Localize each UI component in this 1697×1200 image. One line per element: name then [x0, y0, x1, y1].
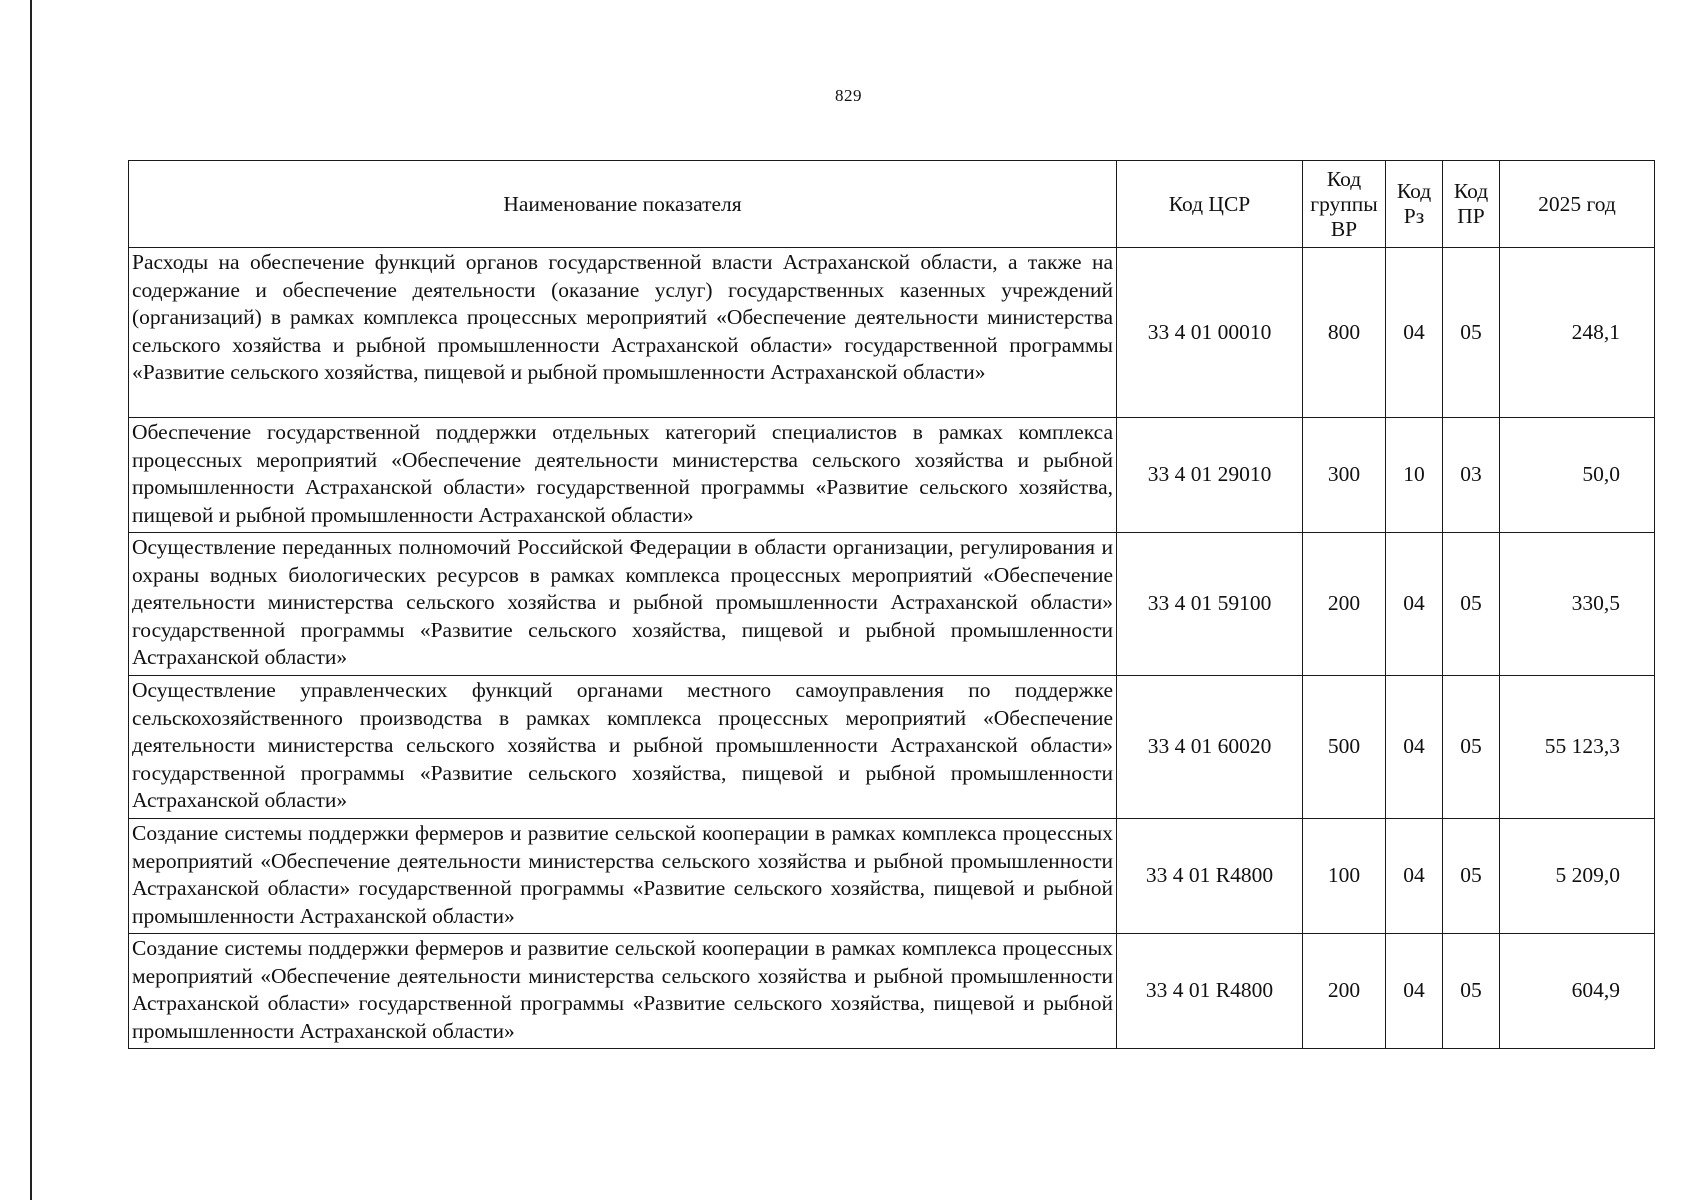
- row-pr-code: 05: [1443, 533, 1500, 676]
- header-csr-code: Код ЦСР: [1117, 161, 1303, 248]
- header-vr-code: Код группы ВР: [1303, 161, 1386, 248]
- page-number: 829: [835, 86, 862, 105]
- row-pr-code: 05: [1443, 819, 1500, 934]
- row-csr-code: 33 4 01 29010: [1117, 418, 1303, 533]
- row-rz-code: 10: [1386, 418, 1443, 533]
- row-name: Создание системы поддержки фермеров и развитие сельской кооперации в рамках комплекса процессных мероприятий «Обеспечение деятельности министерства сельского хозяйства и рыбной промышленности Астраханской области» государственной программы «Развитие сельского хозяйства, пищевой и рыбной промышленности Астраханской области»: [129, 819, 1117, 934]
- row-pr-code: 03: [1443, 418, 1500, 533]
- row-vr-code: 500: [1303, 676, 1386, 819]
- table-row: [129, 676, 1655, 819]
- row-name: Расходы на обеспечение функций органов государственной власти Астраханской области, а также на содержание и обеспечение деятельности (оказание услуг) государственных казенных учреждений (организаций) в рамках комплекса процессных мероприятий «Обеспечение деятельности министерства сельского хозяйства и рыбной промышленности Астраханской области» государственной программы «Развитие сельского хозяйства, пищевой и рыбной промышленности Астраханской области»: [129, 248, 1117, 418]
- row-csr-code: 33 4 01 R4800: [1117, 819, 1303, 934]
- row-amount: 55 123,3: [1500, 676, 1655, 819]
- header-pr-code: Код ПР: [1443, 161, 1500, 248]
- row-amount: 330,5: [1500, 533, 1655, 676]
- row-vr-code: 800: [1303, 248, 1386, 418]
- row-amount: 248,1: [1500, 248, 1655, 418]
- row-name: Осуществление переданных полномочий Российской Федерации в области организации, регулирования и охраны водных биологических ресурсов в рамках комплекса процессных мероприятий «Обеспечение деятельности министерства сельского хозяйства и рыбной промышленности Астраханской области» государственной программы «Развитие сельского хозяйства, пищевой и рыбной промышленности Астраханской области»: [129, 533, 1117, 676]
- row-vr-code: 100: [1303, 819, 1386, 934]
- table-row: [129, 533, 1655, 676]
- row-csr-code: 33 4 01 60020: [1117, 676, 1303, 819]
- row-rz-code: 04: [1386, 676, 1443, 819]
- row-vr-code: 200: [1303, 533, 1386, 676]
- row-name: Обеспечение государственной поддержки отдельных категорий специалистов в рамках комплекса процессных мероприятий «Обеспечение деятельности министерства сельского хозяйства и рыбной промышленности Астраханской области» государственной программы «Развитие сельского хозяйства, пищевой и рыбной промышленности Астраханской области»: [129, 418, 1117, 533]
- header-rz-code: Код Рз: [1386, 161, 1443, 248]
- header-name: Наименование показателя: [129, 161, 1117, 248]
- table-row: [129, 418, 1655, 533]
- table-header-row: [129, 161, 1655, 248]
- budget-table: [128, 160, 1655, 1049]
- row-amount: 604,9: [1500, 934, 1655, 1049]
- row-pr-code: 05: [1443, 248, 1500, 418]
- binding-margin-line: [30, 0, 32, 1200]
- row-csr-code: 33 4 01 59100: [1117, 533, 1303, 676]
- row-rz-code: 04: [1386, 819, 1443, 934]
- row-amount: 50,0: [1500, 418, 1655, 533]
- row-name: Создание системы поддержки фермеров и развитие сельской кооперации в рамках комплекса процессных мероприятий «Обеспечение деятельности министерства сельского хозяйства и рыбной промышленности Астраханской области» государственной программы «Развитие сельского хозяйства, пищевой и рыбной промышленности Астраханской области»: [129, 934, 1117, 1049]
- row-rz-code: 04: [1386, 533, 1443, 676]
- row-pr-code: 05: [1443, 676, 1500, 819]
- header-year-2025: 2025 год: [1500, 161, 1655, 248]
- row-vr-code: 200: [1303, 934, 1386, 1049]
- table-row: [129, 248, 1655, 418]
- table-row: [129, 819, 1655, 934]
- row-rz-code: 04: [1386, 248, 1443, 418]
- row-csr-code: 33 4 01 R4800: [1117, 934, 1303, 1049]
- row-pr-code: 05: [1443, 934, 1500, 1049]
- row-csr-code: 33 4 01 00010: [1117, 248, 1303, 418]
- row-name: Осуществление управленческих функций органами местного самоуправления по поддержке сельскохозяйственного производства в рамках комплекса процессных мероприятий «Обеспечение деятельности министерства сельского хозяйства и рыбной промышленности Астраханской области» государственной программы «Развитие сельского хозяйства, пищевой и рыбной промышленности Астраханской области»: [129, 676, 1117, 819]
- row-rz-code: 04: [1386, 934, 1443, 1049]
- table-row: [129, 934, 1655, 1049]
- row-amount: 5 209,0: [1500, 819, 1655, 934]
- row-vr-code: 300: [1303, 418, 1386, 533]
